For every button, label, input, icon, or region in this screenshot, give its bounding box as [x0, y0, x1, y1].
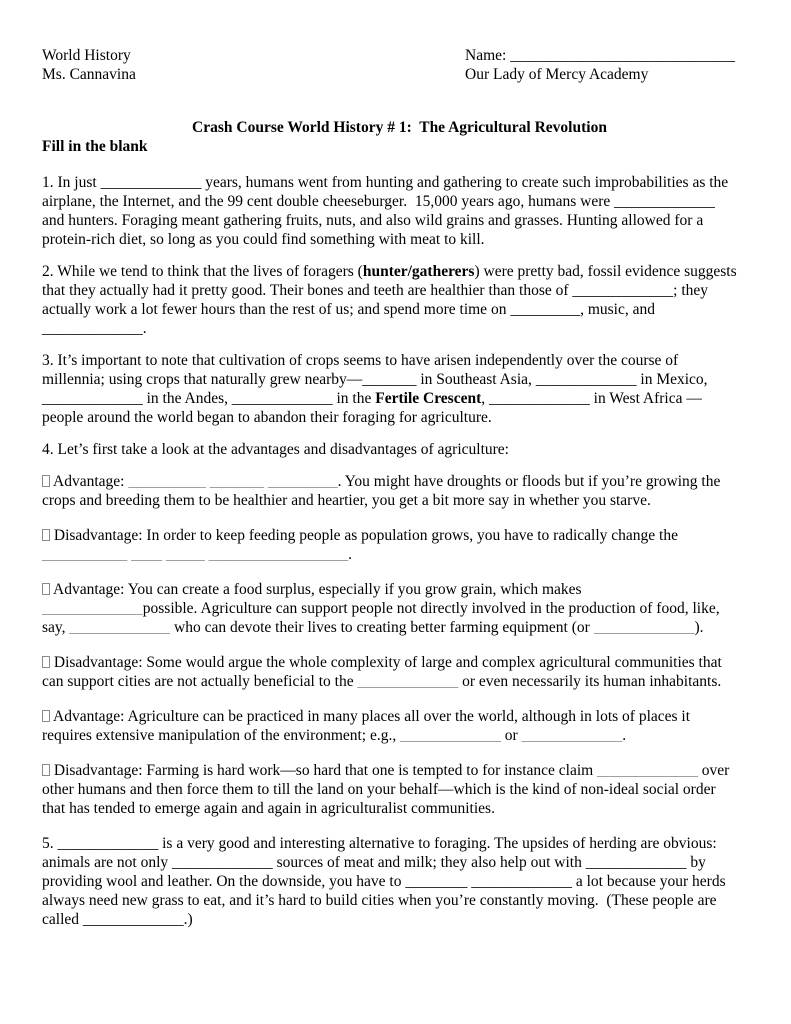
- checkbox-glyph-icon: [42, 656, 50, 668]
- fill-in-blank: _____________: [231, 390, 333, 407]
- fill-in-blank: _____________: [42, 600, 143, 617]
- text-line: [42, 526, 757, 545]
- text-run: ; they: [673, 282, 709, 299]
- text-run: in Mexico,: [636, 371, 708, 388]
- paragraph: [42, 173, 757, 249]
- text-line: [42, 319, 757, 338]
- text-run: possible. Agriculture can support people not directly involved in the production of food, like,: [142, 600, 720, 617]
- section-heading: Fill in the blank: [42, 138, 148, 155]
- text-run: .: [348, 546, 352, 563]
- bullet-item: [42, 761, 757, 818]
- fill-in-blank: _____________: [521, 727, 623, 744]
- checkbox-glyph-icon: [42, 475, 50, 487]
- fill-in-blank: _____________: [535, 371, 637, 388]
- fill-in-blank: _____________: [57, 835, 159, 852]
- text-run: Advantage: You can create a food surplus, especially if you grow grain, which makes: [50, 581, 582, 598]
- text-run: Disadvantage: Farming is hard work—so hard that one is tempted to for instance claim: [50, 762, 598, 779]
- text-run: that they actually had it pretty good. Their bones and teeth are healthier than those of: [42, 282, 573, 299]
- text-run: called: [42, 911, 83, 928]
- fill-in-blank: _____________: [172, 854, 273, 871]
- text-line: [42, 780, 757, 799]
- text-run: 4. Let’s first take a look at the advantages and disadvantages of agriculture:: [42, 441, 509, 458]
- text-line: [42, 910, 757, 929]
- text-run: Fertile Crescent: [375, 390, 482, 407]
- name-blank-line: _____________________________: [510, 47, 735, 64]
- text-run: 3. It’s important to note that cultivation of crops seems to have arisen independently over the course of: [42, 352, 679, 369]
- text-run: ,: [481, 390, 490, 407]
- text-run: airplane, the Internet, and the 99 cent double cheeseburger. 15,000 years ago, humans were: [42, 193, 615, 210]
- header-right: [465, 46, 757, 84]
- text-run: protein-rich diet, so long as you could find something with meat to kill.: [42, 231, 485, 248]
- text-run: that has tended to emerge again and again in agriculturalist communities.: [42, 800, 495, 817]
- fill-in-blank: ________: [405, 873, 468, 890]
- fill-in-blank: _____________: [593, 619, 695, 636]
- fill-in-blank: _____________: [100, 174, 202, 191]
- text-line: [42, 173, 757, 192]
- text-run: Advantage: Agriculture can be practiced in many places all over the world, although in lots of places it: [50, 708, 691, 725]
- fill-in-blank: _____________: [42, 320, 143, 337]
- text-run: people around the world began to abandon their foraging for agriculture.: [42, 409, 492, 426]
- text-line: [42, 545, 757, 564]
- text-run: sources of meat and milk; they also help out with: [272, 854, 586, 871]
- fill-in-blank: _____________: [69, 619, 171, 636]
- text-run: .: [142, 320, 147, 337]
- text-run: , music, and: [580, 301, 655, 318]
- text-line: [42, 491, 757, 510]
- fill-in-blank: _______: [362, 371, 417, 388]
- fill-in-blank: _____________: [597, 762, 698, 779]
- text-run: actually work a lot fewer hours than the rest of us; and spend more time on: [42, 301, 511, 318]
- text-line: [42, 872, 757, 891]
- checkbox-glyph-icon: [42, 764, 50, 776]
- text-run: animals are not only: [42, 854, 172, 871]
- text-line: [42, 618, 757, 637]
- page-header: [42, 46, 757, 84]
- text-run: 2. While we tend to think that the lives of foragers (: [42, 263, 363, 280]
- checkbox-glyph-icon: [42, 529, 50, 541]
- text-run: or even necessarily its human inhabitants.: [458, 673, 722, 690]
- text-run: ) were pretty bad, fossil evidence suggests: [474, 263, 737, 280]
- text-run: other humans and then force them to till the land on your behalf—which is the kind of non-ideal social order: [42, 781, 716, 798]
- fill-in-blank: _____________: [42, 390, 143, 407]
- text-run: 1. In just: [42, 174, 101, 191]
- text-line: [42, 192, 757, 211]
- text-run: millennia; using crops that naturally grew nearby—: [42, 371, 363, 388]
- fill-in-blank: _____________: [572, 282, 674, 299]
- text-line: [42, 262, 757, 281]
- text-line: [42, 761, 757, 780]
- text-run: is a very good and interesting alternative to foraging. The upsides of herding are obvious:: [158, 835, 717, 852]
- text-line: [42, 891, 757, 910]
- course-name: World History: [42, 47, 131, 64]
- fill-in-blank: _____________: [357, 673, 459, 690]
- bullet-item: [42, 580, 757, 637]
- text-line: [42, 834, 757, 853]
- text-run: Disadvantage: In order to keep feeding people as population grows, you have to radically change the: [50, 527, 678, 544]
- text-run: in the: [332, 390, 376, 407]
- text-line: [42, 672, 757, 691]
- text-run: a lot because your herds: [571, 873, 726, 890]
- text-run: who can devote their lives to creating better farming equipment (or: [170, 619, 594, 636]
- bullet-item: [42, 707, 757, 745]
- fill-in-blank: ___________ ____ _____ __________________: [42, 546, 349, 563]
- fill-in-blank: _____________: [82, 911, 184, 928]
- text-run: by: [686, 854, 706, 871]
- text-run: requires extensive manipulation of the environment; e.g.,: [42, 727, 401, 744]
- text-run: and hunters. Foraging meant gathering fruits, nuts, and also wild grains and grasses. Hunting allowed for a: [42, 212, 704, 229]
- text-run: can support cities are not actually beneficial to the: [42, 673, 358, 690]
- document-body: [42, 173, 757, 929]
- fill-in-blank: _____________: [400, 727, 501, 744]
- text-line: [42, 472, 757, 491]
- text-line: [42, 370, 757, 389]
- text-run: crops and breeding them to be healthier and heartier, you get a bit more say in whether you starve.: [42, 492, 651, 509]
- text-run: in the Andes,: [142, 390, 232, 407]
- text-line: [42, 653, 757, 672]
- fill-in-blank: _____________: [489, 390, 590, 407]
- fill-in-blank: _____________: [614, 193, 715, 210]
- text-run: .: [622, 727, 627, 744]
- school-name: Our Lady of Mercy Academy: [465, 66, 649, 83]
- text-line: [42, 853, 757, 872]
- text-run: in Southeast Asia,: [416, 371, 536, 388]
- fill-in-blank: __________ _______ _________: [128, 473, 338, 490]
- text-line: [42, 707, 757, 726]
- fill-in-blank: _____________: [585, 854, 687, 871]
- text-line: [42, 211, 757, 230]
- text-line: [42, 351, 757, 370]
- header-left: [42, 46, 465, 84]
- paragraph: [42, 834, 757, 929]
- bullet-item: [42, 526, 757, 564]
- text-run: or: [500, 727, 522, 744]
- name-line: [465, 46, 757, 65]
- fill-in-blank: _________: [510, 301, 581, 318]
- text-line: [42, 389, 757, 408]
- checkbox-glyph-icon: [42, 710, 50, 722]
- fill-in-blank: _____________: [471, 873, 572, 890]
- checkbox-glyph-icon: [42, 583, 50, 595]
- text-run: Disadvantage: Some would argue the whole complexity of large and complex agricultural communities that: [50, 654, 722, 671]
- text-run: ).: [694, 619, 704, 636]
- name-label: Name:: [465, 47, 507, 64]
- text-line: [42, 440, 757, 459]
- text-line: [42, 408, 757, 427]
- worksheet-title: Crash Course World History # 1: The Agricultural Revolution: [192, 119, 607, 136]
- text-run: in West Africa —: [589, 390, 702, 407]
- text-line: [42, 726, 757, 745]
- text-run: . You might have droughts or floods but if you’re growing the: [337, 473, 721, 490]
- paragraph: [42, 440, 757, 459]
- text-line: [42, 300, 757, 319]
- paragraph: [42, 351, 757, 427]
- text-run: 5.: [42, 835, 58, 852]
- bullet-item: [42, 472, 757, 510]
- text-run: years, humans went from hunting and gathering to create such improbabilities as the: [201, 174, 729, 191]
- text-line: [42, 230, 757, 249]
- bullet-item: [42, 653, 757, 691]
- text-run: always need new grass to eat, and it’s hard to build cities when you’re constantly moving. (These people are: [42, 892, 717, 909]
- text-run: Advantage:: [50, 473, 129, 490]
- text-run: say,: [42, 619, 70, 636]
- text-line: [42, 599, 757, 618]
- paragraph: [42, 262, 757, 338]
- text-line: [42, 281, 757, 300]
- text-run: over: [697, 762, 730, 779]
- text-line: [42, 580, 757, 599]
- text-run: providing wool and leather. On the downside, you have to: [42, 873, 406, 890]
- teacher-name: Ms. Cannavina: [42, 66, 136, 83]
- text-run: .): [183, 911, 193, 928]
- text-run: hunter/gatherers: [362, 263, 475, 280]
- text-line: [42, 799, 757, 818]
